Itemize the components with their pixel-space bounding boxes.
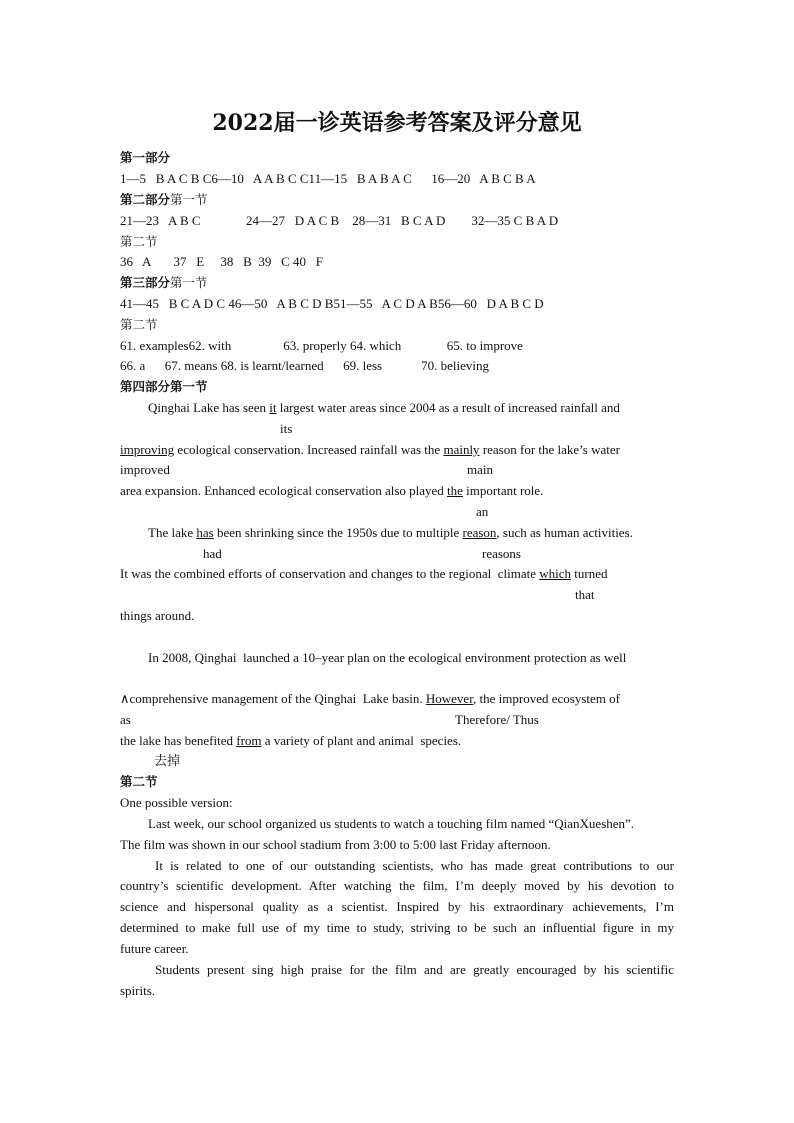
- essay-p2-line3: science and hispersonal quality as a scientist. Inspired by his extraordinary achievements, I’m: [120, 899, 674, 914]
- part4-section1-label: 第一节: [170, 379, 208, 394]
- part2-section2-answers: 36 A 37 E 38 B 39 C 40 F: [120, 254, 323, 269]
- part2-heading-line: [120, 192, 208, 208]
- essay-p2-line1: It is related to one of our outstanding scientists, who has made great contributions to our: [155, 858, 674, 873]
- essay-p3-line2: spirits.: [120, 983, 156, 998]
- part3-heading: 第三部分: [120, 275, 171, 290]
- correction: that: [575, 587, 595, 602]
- part3-section1-label: 第一节: [170, 275, 208, 290]
- essay-p2-line5: future career.: [120, 941, 189, 956]
- essay-p2-line4: determined to make full use of my time to study, striving to be such an influential figure in my: [120, 920, 674, 935]
- essay-p1-line2: The film was shown in our school stadium from 3:00 to 5:00 last Friday afternoon.: [120, 837, 551, 852]
- error-word: which: [539, 566, 572, 581]
- document-title: 2022届一诊英语参考答案及评分意见: [212, 110, 582, 136]
- p1-line3: area expansion. Enhanced ecological conservation also played the important role.: [120, 483, 544, 498]
- correction: Therefore/ Thus: [455, 712, 539, 727]
- error-word: However: [425, 691, 474, 706]
- error-word: the: [447, 483, 463, 498]
- error-word: mainly: [443, 442, 480, 457]
- correction: 去掉: [154, 754, 181, 769]
- correction: reasons: [482, 546, 521, 561]
- essay-p2-line2: country’s scientific development. After watching the film, I’m deeply moved by his devotion to: [120, 878, 674, 893]
- p2-line3: things around.: [120, 608, 195, 623]
- p3-line3: the lake has benefited from a variety of plant and animal species.: [120, 733, 462, 748]
- essay-p1-line1: Last week, our school organized us students to watch a touching film named “QianXueshen”.: [148, 816, 635, 831]
- part4-heading-line: [120, 379, 208, 395]
- part2-section1-answers: 21—23 A B C 24—27 D A C B 28—31 B C A D 32—35 C B A D: [120, 213, 559, 228]
- correction: main: [467, 462, 493, 477]
- p1-line2: improving ecological conservation. Increased rainfall was the mainly reason for the lake’s water: [120, 442, 620, 457]
- part2-heading: 第二部分: [120, 192, 171, 207]
- correction: improved: [120, 462, 170, 477]
- correction: its: [280, 421, 293, 436]
- insert-caret: ∧: [120, 691, 130, 706]
- p2-line1: The lake has been shrinking since the 1950s due to multiple reason, such as human activities.: [148, 525, 633, 540]
- p2-line2: It was the combined efforts of conservation and changes to the regional climate which turned: [120, 566, 608, 581]
- part4-section2-label: 第二节: [120, 774, 158, 789]
- part3-section2-label: 第二节: [120, 317, 158, 332]
- part3-heading-line: [120, 275, 208, 291]
- part3-section2-line1: 61. examples62. with 63. properly 64. which 65. to improve: [120, 338, 523, 353]
- correction: as: [120, 712, 131, 727]
- correction: an: [476, 504, 489, 519]
- error-word: it: [269, 400, 277, 415]
- p3-line1: In 2008, Qinghai launched a 10–year plan on the ecological environment protection as well: [148, 650, 627, 665]
- correction: had: [203, 546, 222, 561]
- part2-section2-label: 第二节: [120, 234, 158, 249]
- part1-heading: 第一部分: [120, 150, 171, 165]
- part2-section1-label: 第一节: [170, 192, 208, 207]
- error-word: has: [196, 525, 214, 540]
- error-word: improving: [120, 442, 175, 457]
- p1-line1: Qinghai Lake has seen it largest water areas since 2004 as a result of increased rainfall and: [148, 400, 620, 415]
- part3-section2-line2: 66. a 67. means 68. is learnt/learned 69. less 70. believing: [120, 358, 489, 373]
- error-word: reason: [462, 525, 497, 540]
- part3-section1-answers: 41—45 B C A D C 46—50 A B C D B51—55 A C D A B56—60 D A B C D: [120, 296, 544, 311]
- p3-line2: ∧comprehensive management of the Qinghai Lake basin. However, the improved ecosystem of: [120, 691, 620, 706]
- part4-heading: 第四部分: [120, 379, 171, 394]
- essay-p3-line1: Students present sing high praise for the film and are greatly encouraged by his scientific: [155, 962, 674, 977]
- error-word: from: [236, 733, 262, 748]
- part1-answers: 1—5 B A C B C6—10 A A B C C11—15 B A B A C 16—20 A B C B A: [120, 171, 536, 186]
- essay-intro: One possible version:: [120, 795, 233, 810]
